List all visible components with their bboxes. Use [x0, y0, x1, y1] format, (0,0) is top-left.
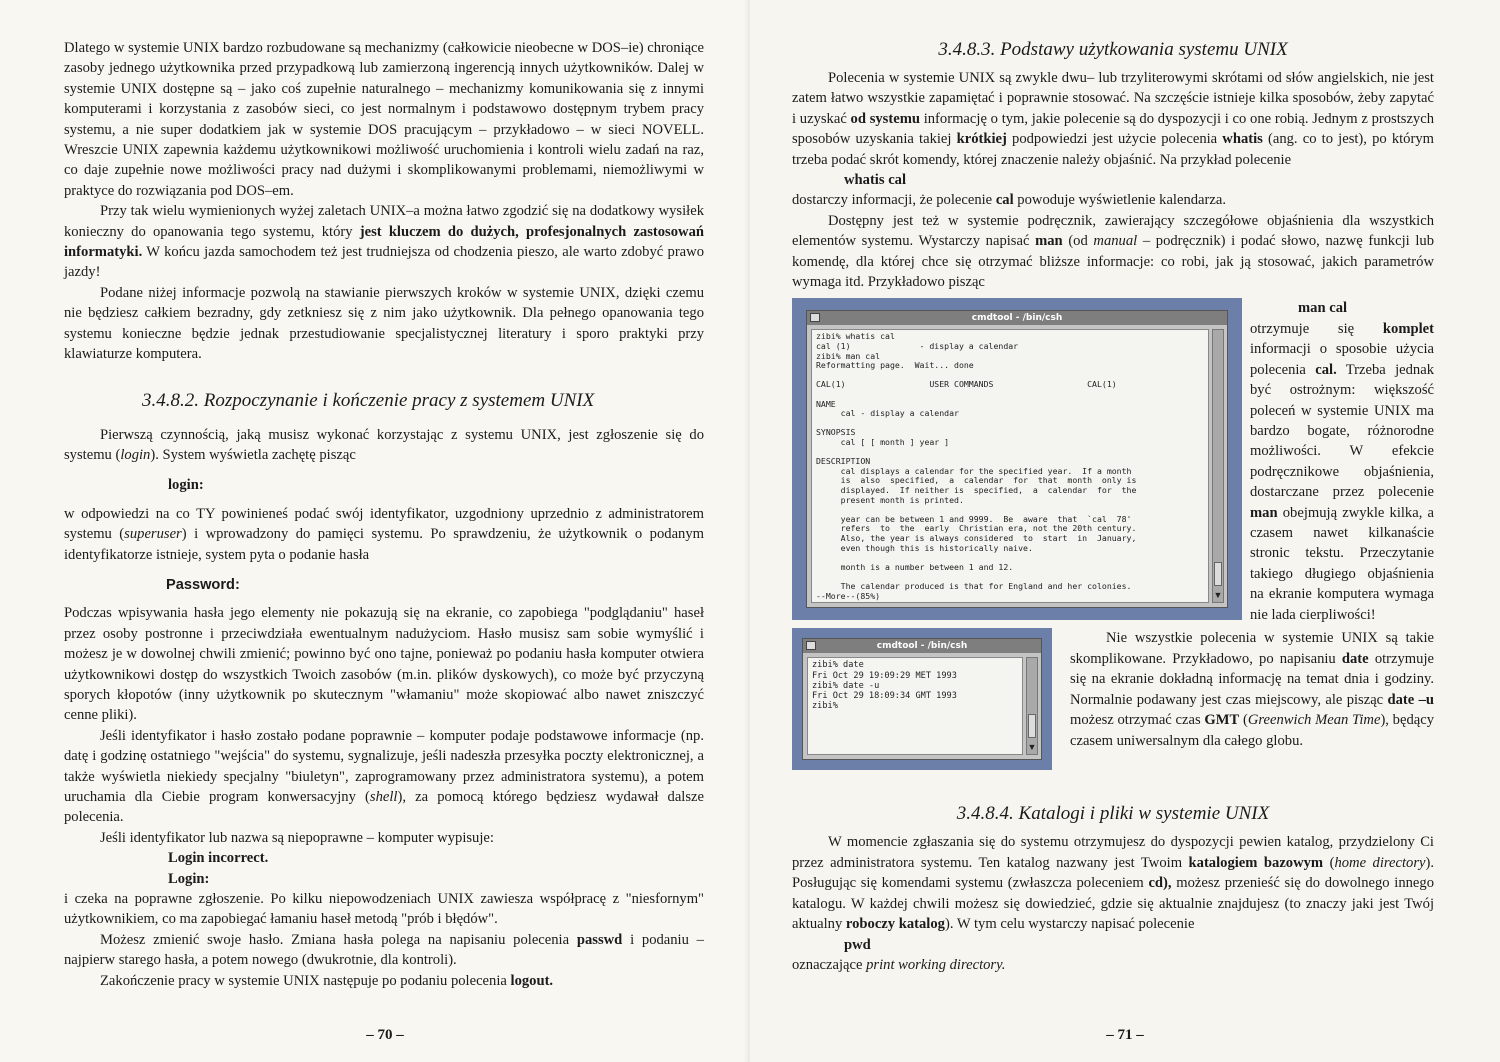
section-heading: 3.4.8.4. Katalogi i pliki w systemie UNIX: [956, 803, 1270, 825]
paragraph: Jeśli identyfikator i hasło zostało podane poprawnie – komputer podaje podstawowe informacje (np. datę i godzinę ostatniego "wejścia" do systemu, sygnalizuje, jeśli nadeszła przesyłka poczty elektronicznej, a także wyświetla niekiedy specjalny "biuletyn", zaprogramowany przez administratora systemu), a potem uruchamia dla Ciebie program konwersacyjny (shell), za pomocą którego będziesz wydawał dalsze polecenia.: [64, 727, 704, 826]
window-menu-icon: [810, 313, 820, 322]
terminal-output: zibi% whatis cal cal (1) - display a calendar zibi% man cal Reformatting page. Wait... done CAL(1) USER COMMANDS CAL(1) NAME cal - display a calendar SYNOPSIS cal [ [ month ] year ] DESCRIPTION cal displays a calendar for the specified year. If a month is also specified, a calendar for that month only is displayed. If neither is specified, a calendar for the present month is printed. year can be between 1 and 9999. Be aware that `cal 78' refers to the early Christian era, not the 20th century. Also, the year is always considered to start in January, even though this is historically naive. month is a number between 1 and 12. The calendar produced is that for England and her colonies. --More--(85%): [811, 329, 1209, 603]
password-prompt: Password:: [166, 576, 240, 593]
paragraph: Dlatego w systemie UNIX bardzo rozbudowane są mechanizmy (całkowicie nieobecne w DOS–ie) chroniące zasoby jednego użytkownika przed przypadkową lub zamierzoną ingerencją innych użytkowników. Dalej w systemie UNIX dostępne są – jako coś zupełnie naturalnego – mechanizmy komunikowania się z innymi komputerami i korzystania z zasobów sieci, co jest normalnym i podstawowo dostępnym trybem pracy systemu, a nie super dodatkiem jak w systemie DOS pracującym – przykładowo – w sieci NOVELL. Wreszcie UNIX zapewnia każdemu użytkownikowi możliwość uruchomienia i kontroli wielu zadań na raz, co daje zupełnie nowe możliwości pracy nad dużymi i skomplikowanymi problemami, niemożliwymi w praktyce do rozwiązania pod DOS–em.: [64, 40, 704, 199]
paragraph: dostarczy informacji, że polecenie cal powoduje wyświetlenie kalendarza.: [792, 192, 1226, 209]
paragraph: Możesz zmienić swoje hasło. Zmiana hasła polega na napisaniu polecenia passwd i podaniu – najpierw starego hasła, a potem nowego (dwukrotnie, dla kontroli).: [64, 931, 704, 969]
paragraph: Zakończenie pracy w systemie UNIX następuje po podaniu polecenia logout.: [100, 972, 554, 989]
right-page: [750, 0, 1500, 1062]
screenshot-man-cal: [792, 298, 1242, 620]
window-titlebar: cmdtool - /bin/csh: [807, 311, 1227, 325]
terminal-window: [806, 310, 1228, 608]
scrollbar: ▼: [1026, 657, 1038, 755]
command-example: pwd: [844, 936, 871, 953]
paragraph: Jeśli identyfikator lub nazwa są niepoprawne – komputer wypisuje:: [100, 829, 494, 846]
scrollbar: ▼: [1212, 329, 1224, 603]
paragraph: Podane niżej informacje pozwolą na stawianie pierwszych kroków w systemie UNIX, dzięki czemu nie będziesz całkiem bezradny, gdy zetkniesz się z nim jako użytkownik. Dla pełnego opanowania tego systemu konieczne będzie jednak przestudiowanie specjalistycznej literatury i sporo praktyki przy klawiaturze komputera.: [64, 284, 704, 363]
paragraph: Podczas wpisywania hasła jego elementy nie pokazują się na ekranie, co zapobiega "podglądaniu" haseł przez osoby postronne i przeciwdziała ewentualnym nadużyciom. Hasło musisz sam sobie wymyślić i możesz je w dowolnej chwili zmienić; powinno być ono tajne, ponieważ po podaniu hasła komputer otwiera użytkownikowi dostęp do wszystkich Twoich zasobów (m.in. plików dyskowych), co może być przyczyną sporych kłopotów (inny użytkownik po skutecznym "włamaniu" może skopiować albo nawet zniszczyć cenne pliki).: [64, 605, 704, 724]
date-block: [792, 628, 1434, 778]
terminal-output: zibi% date Fri Oct 29 19:09:29 MET 1993 zibi% date -u Fri Oct 29 18:09:34 GMT 1993 zibi%: [807, 657, 1023, 755]
paragraph: W momencie zgłaszania się do systemu otrzymujesz do dyspozycji pewien katalog, przydzielony Ci przez administratora systemu. Ten katalog nazwany jest Twoim katalogiem bazowym (home directory). Posługując się komendami systemu (zwłaszcza poleceniem cd), możesz przenieść się do dowolnego innego katalogu. W każdej chwili możesz się dowiedzieć, gdzie się aktualnie znajdujesz (to znaczy jaki jest Twój aktualny roboczy katalog). W tym celu wystarczy napisać polecenie: [792, 834, 1434, 933]
paragraph: i czeka na poprawne zgłoszenie. Po kilku niepowodzeniach UNIX zawiesza współpracę z "niesfornym" użytkownikiem, co ma zapobiegać łamaniu haseł metodą "prób i błędów".: [64, 891, 704, 928]
login-prompt: login:: [168, 477, 204, 494]
paragraph: Polecenia w systemie UNIX są zwykle dwu– lub trzyliterowymi skrótami od słów angielskich, nie jest zatem łatwo wszystkie zapamiętać i poprawnie stosować. Na szczęście istnieje kilka sposobów, żeby zapytać i uzyskać od systemu informację o tym, jakie polecenie są do dyspozycji i co one robią. Jednym z prostszych sposobów uzyskania takiej krótkiej podpowiedzi jest użycie polecenia whatis (ang. co to jest), po którym trzeba podać skrót komendy, której znaczenie należy objaśnić. Na przykład polecenie: [792, 70, 1435, 168]
paragraph: Nie wszystkie polecenia w systemie UNIX są takie skomplikowane. Przykładowo, po napisaniu date otrzymuje się na ekranie dokładną informację na temat dnia i godziny. Normalnie podawany jest czas miejscowy, ale pisząc date –u możesz otrzymać czas GMT (Greenwich Mean Time), będący czasem uniwersalnym dla całego globu.: [1070, 630, 1435, 749]
login-prompt-again: Login:: [168, 870, 210, 887]
command-example: man cal: [1298, 300, 1348, 317]
section-heading: 3.4.8.3. Podstawy użytkowania systemu UNIX: [938, 39, 1288, 60]
terminal-window: [802, 638, 1042, 760]
side-text: [1250, 298, 1434, 625]
page-number: – 70 –: [366, 1027, 404, 1043]
command-example: whatis cal: [844, 172, 907, 189]
man-cal-block: [792, 298, 1434, 628]
login-incorrect-message: Login incorrect.: [168, 850, 269, 867]
paragraph: otrzymuje się komplet informacji o sposobie użycia polecenia cal. Trzeba jednak być ostrożnym: większość poleceń w systemie UNIX ma bardzo bogate, różnorodne możliwości. W efekcie podręcznikowe objaśnienia, dostarczane przez polecenie man obejmują zwykle kilka, a czasem nawet kilkanaście stronic tekstu. Przeczytanie takiego długiego objaśnienia na ekranie komputera wymaga nie lada cierpliwości!: [1250, 320, 1434, 623]
page-number: – 71 –: [1106, 1027, 1144, 1043]
paragraph: oznaczające print working directory.: [792, 956, 1006, 973]
side-text: [1070, 628, 1434, 750]
paragraph: Dostępny jest też w systemie podręcznik, zawierający szczegółowe objaśnienia dla wszystkich elementów systemu. Wystarczy napisać man (od manual – podręcznik) i podać słowo, nazwę funkcji lub komendę, dla której chce się otrzymać bliższe informacje: co robi, jak ją stosować, jakich parametrów wymaga itd. Przykładowo pisząc: [792, 212, 1434, 291]
window-titlebar: cmdtool - /bin/csh: [803, 639, 1041, 653]
screenshot-date: [792, 628, 1052, 770]
paragraph: Przy tak wielu wymienionych wyżej zaletach UNIX–a można łatwo zgodzić się na dodatkowy wysiłek konieczny do opanowania tego systemu, który jest kluczem do dużych, profesjonalnych zastosowań informatyki. W końcu jazda samochodem też jest trudniejsza od chodzenia pieszo, ale warto zdobyć prawo jazdy!: [64, 203, 704, 281]
window-menu-icon: [806, 641, 816, 650]
section-heading: 3.4.8.2. Rozpoczynanie i kończenie pracy z systemem UNIX: [142, 389, 595, 411]
paragraph: w odpowiedzi na co TY powinieneś podać swój identyfikator, uzgodniony uprzednio z administratorem systemu (superuser) i wprowadzony do pamięci systemu. Po sprawdzeniu, że użytkownik o podanym identyfikatorze istnieje, system pyta o podanie hasła: [64, 505, 704, 563]
paragraph: Pierwszą czynnością, jaką musisz wykonać korzystając z systemu UNIX, jest zgłoszenie się do systemu (login). System wyświetla zachętę pisząc: [64, 426, 704, 463]
